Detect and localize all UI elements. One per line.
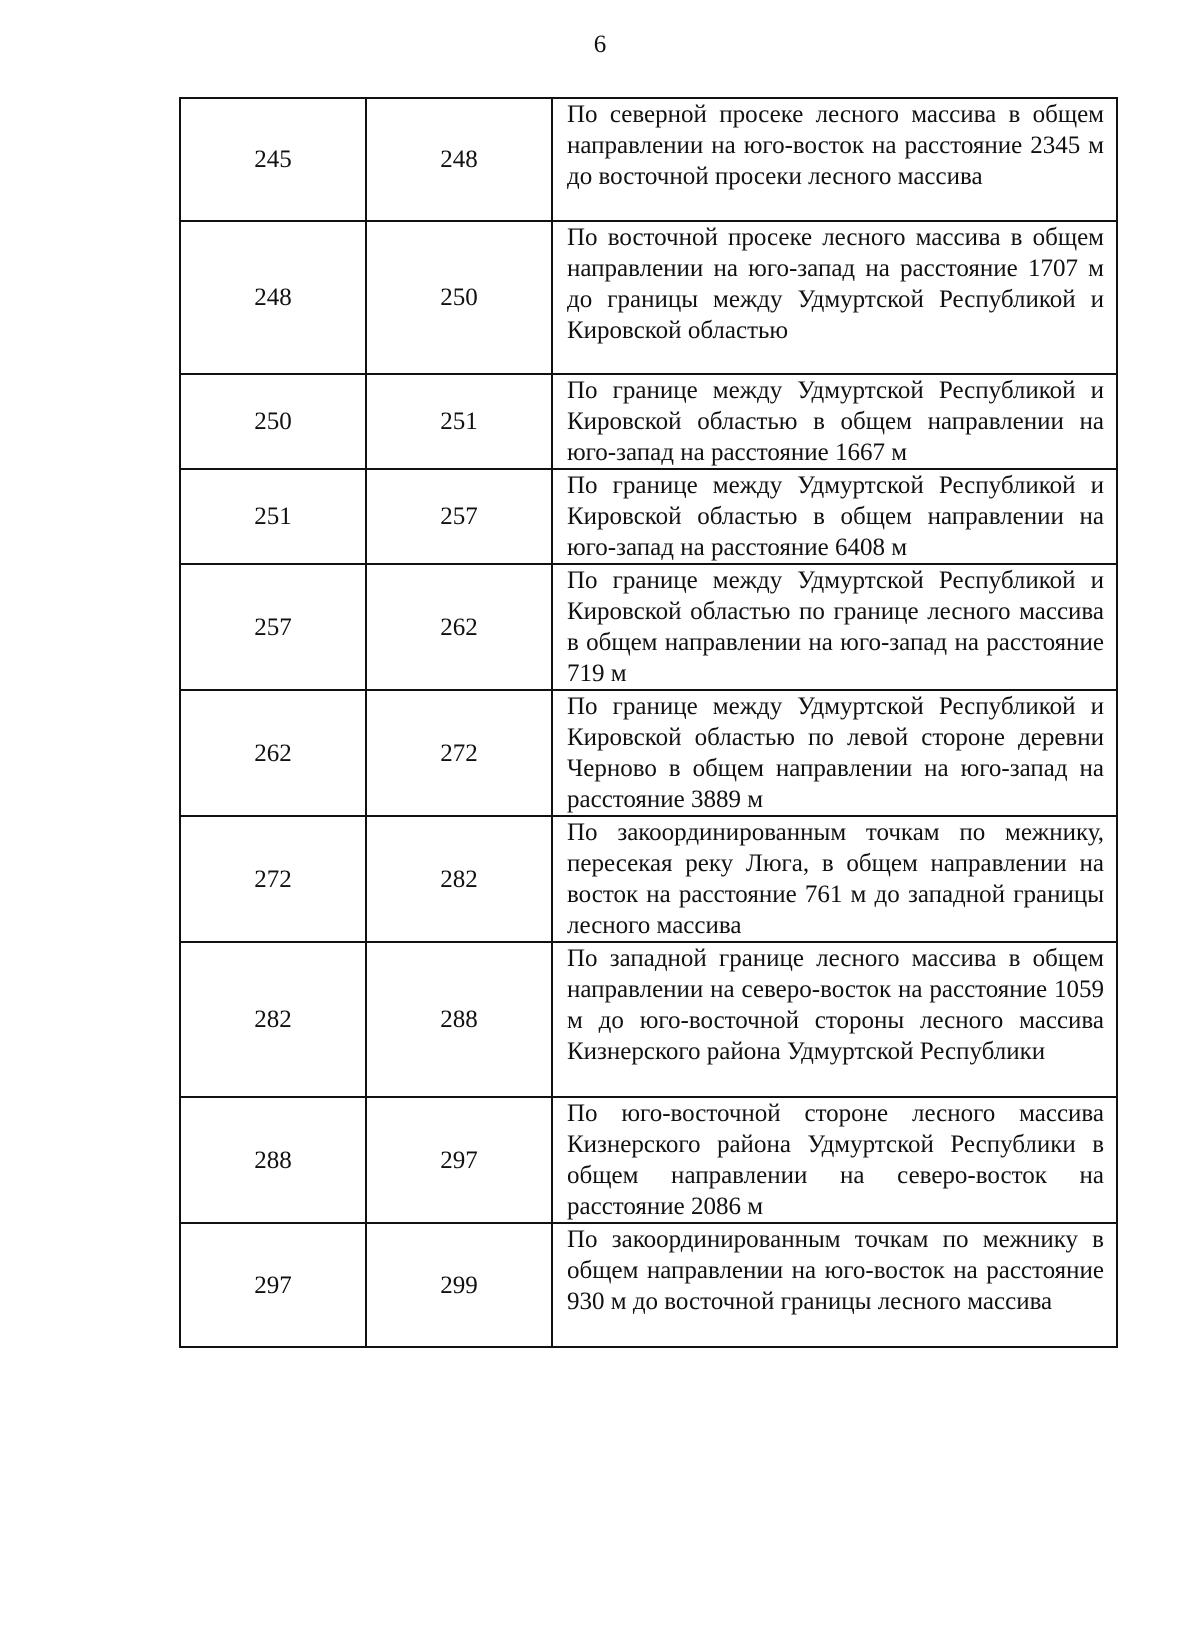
- table-row: [180, 221, 1117, 374]
- description-cell: По северной просеке лесного массива в общем направлении на юго-восток на расстояние 2345 м до восточной просеки лесного массива: [552, 98, 1117, 221]
- point-to-cell: 272: [366, 690, 552, 816]
- description-cell: По закоординированным точкам по межнику в общем направлении на юго-восток на расстояние 930 м до восточной границы лесного массива: [552, 1223, 1117, 1347]
- table-row: [180, 816, 1117, 942]
- description-cell: По границе между Удмуртской Республикой и Кировской областью в общем направлении на юго-запад на расстояние 6408 м: [552, 469, 1117, 564]
- point-to-cell: 262: [366, 564, 552, 690]
- table-row: [180, 98, 1117, 221]
- table-row: [180, 564, 1117, 690]
- description-cell: По границе между Удмуртской Республикой и Кировской областью по границе лесного массива в общем направлении на юго-запад на расстояние 719 м: [552, 564, 1117, 690]
- table-row: [180, 1223, 1117, 1347]
- point-to-cell: 297: [366, 1097, 552, 1223]
- point-from-cell: 282: [180, 942, 366, 1097]
- point-to-cell: 251: [366, 374, 552, 469]
- point-to-cell: 282: [366, 816, 552, 942]
- description-cell: По юго-восточной стороне лесного массива Кизнерского района Удмуртской Республики в общем направлении на северо-восток на расстояние 2086 м: [552, 1097, 1117, 1223]
- description-cell: По закоординированным точкам по межнику, пересекая реку Люга, в общем направлении на восток на расстояние 761 м до западной границы лесного массива: [552, 816, 1117, 942]
- page-number: 6: [593, 31, 607, 58]
- point-from-cell: 257: [180, 564, 366, 690]
- point-to-cell: 299: [366, 1223, 552, 1347]
- point-from-cell: 251: [180, 469, 366, 564]
- table-row: [180, 469, 1117, 564]
- point-from-cell: 250: [180, 374, 366, 469]
- point-from-cell: 297: [180, 1223, 366, 1347]
- point-from-cell: 272: [180, 816, 366, 942]
- description-cell: По западной границе лесного массива в общем направлении на северо-восток на расстояние 1059 м до юго-восточной стороны лесного массива Кизнерского района Удмуртской Республики: [552, 942, 1117, 1097]
- point-from-cell: 262: [180, 690, 366, 816]
- point-to-cell: 257: [366, 469, 552, 564]
- point-from-cell: 245: [180, 98, 366, 221]
- table-row: [180, 942, 1117, 1097]
- point-to-cell: 250: [366, 221, 552, 374]
- point-from-cell: 288: [180, 1097, 366, 1223]
- description-cell: По восточной просеке лесного массива в общем направлении на юго-запад на расстояние 1707 м до границы между Удмуртской Республикой и Кировской областью: [552, 221, 1117, 374]
- description-cell: По границе между Удмуртской Республикой и Кировской областью в общем направлении на юго-запад на расстояние 1667 м: [552, 374, 1117, 469]
- table-row: [180, 690, 1117, 816]
- table-row: [180, 1097, 1117, 1223]
- boundary-table: [179, 97, 1118, 1348]
- point-to-cell: 288: [366, 942, 552, 1097]
- point-from-cell: 248: [180, 221, 366, 374]
- point-to-cell: 248: [366, 98, 552, 221]
- description-cell: По границе между Удмуртской Республикой и Кировской областью по левой стороне деревни Черново в общем направлении на юго-запад на расстояние 3889 м: [552, 690, 1117, 816]
- table-row: [180, 374, 1117, 469]
